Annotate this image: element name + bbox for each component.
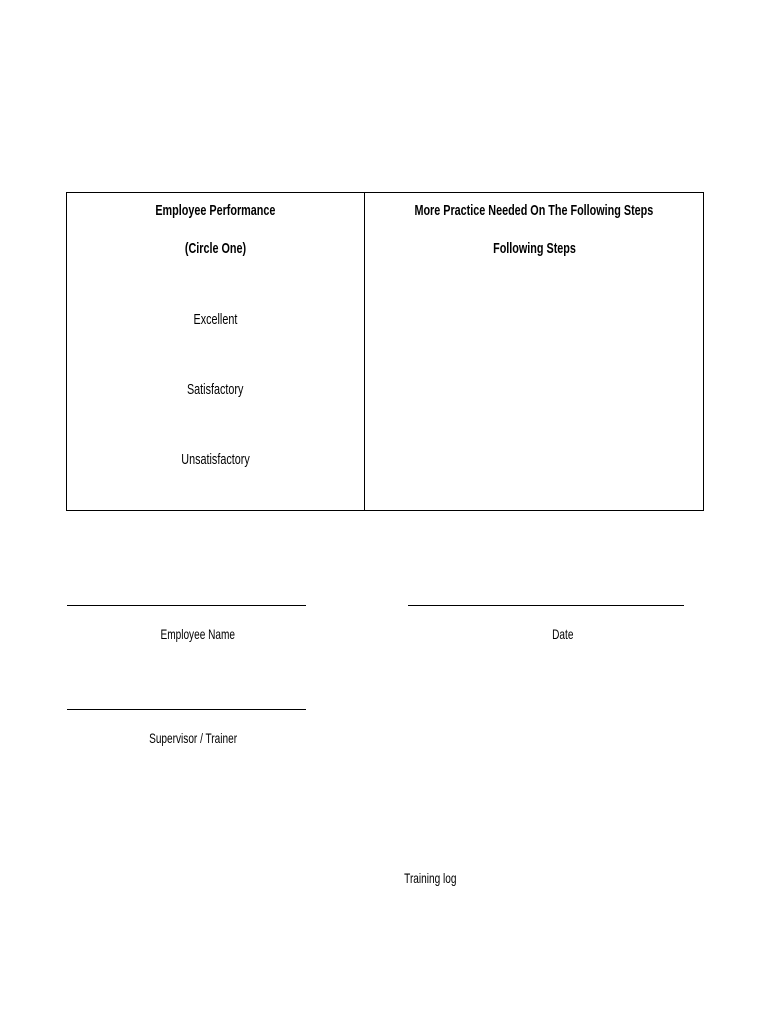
circle-one-instruction: (Circle One): [184, 240, 247, 257]
date-label: Date: [552, 626, 574, 642]
following-steps-header: Following Steps: [492, 240, 576, 257]
practice-notes-area[interactable]: [365, 273, 703, 509]
rating-option-unsatisfactory[interactable]: Unsatisfactory: [181, 451, 250, 468]
supervisor-signature-line[interactable]: [67, 709, 306, 710]
practice-needed-header: More Practice Needed On The Following Steps: [414, 202, 654, 219]
performance-header: Employee Performance: [155, 202, 276, 219]
supervisor-trainer-label: Supervisor / Trainer: [149, 730, 237, 746]
performance-table: [66, 192, 704, 511]
training-log-caption: Training log: [403, 870, 457, 886]
rating-option-excellent[interactable]: Excellent: [193, 311, 238, 328]
rating-option-satisfactory[interactable]: Satisfactory: [187, 381, 244, 398]
employee-name-label: Employee Name: [160, 626, 236, 642]
date-signature-line[interactable]: [408, 605, 684, 606]
employee-name-signature-line[interactable]: [67, 605, 306, 606]
